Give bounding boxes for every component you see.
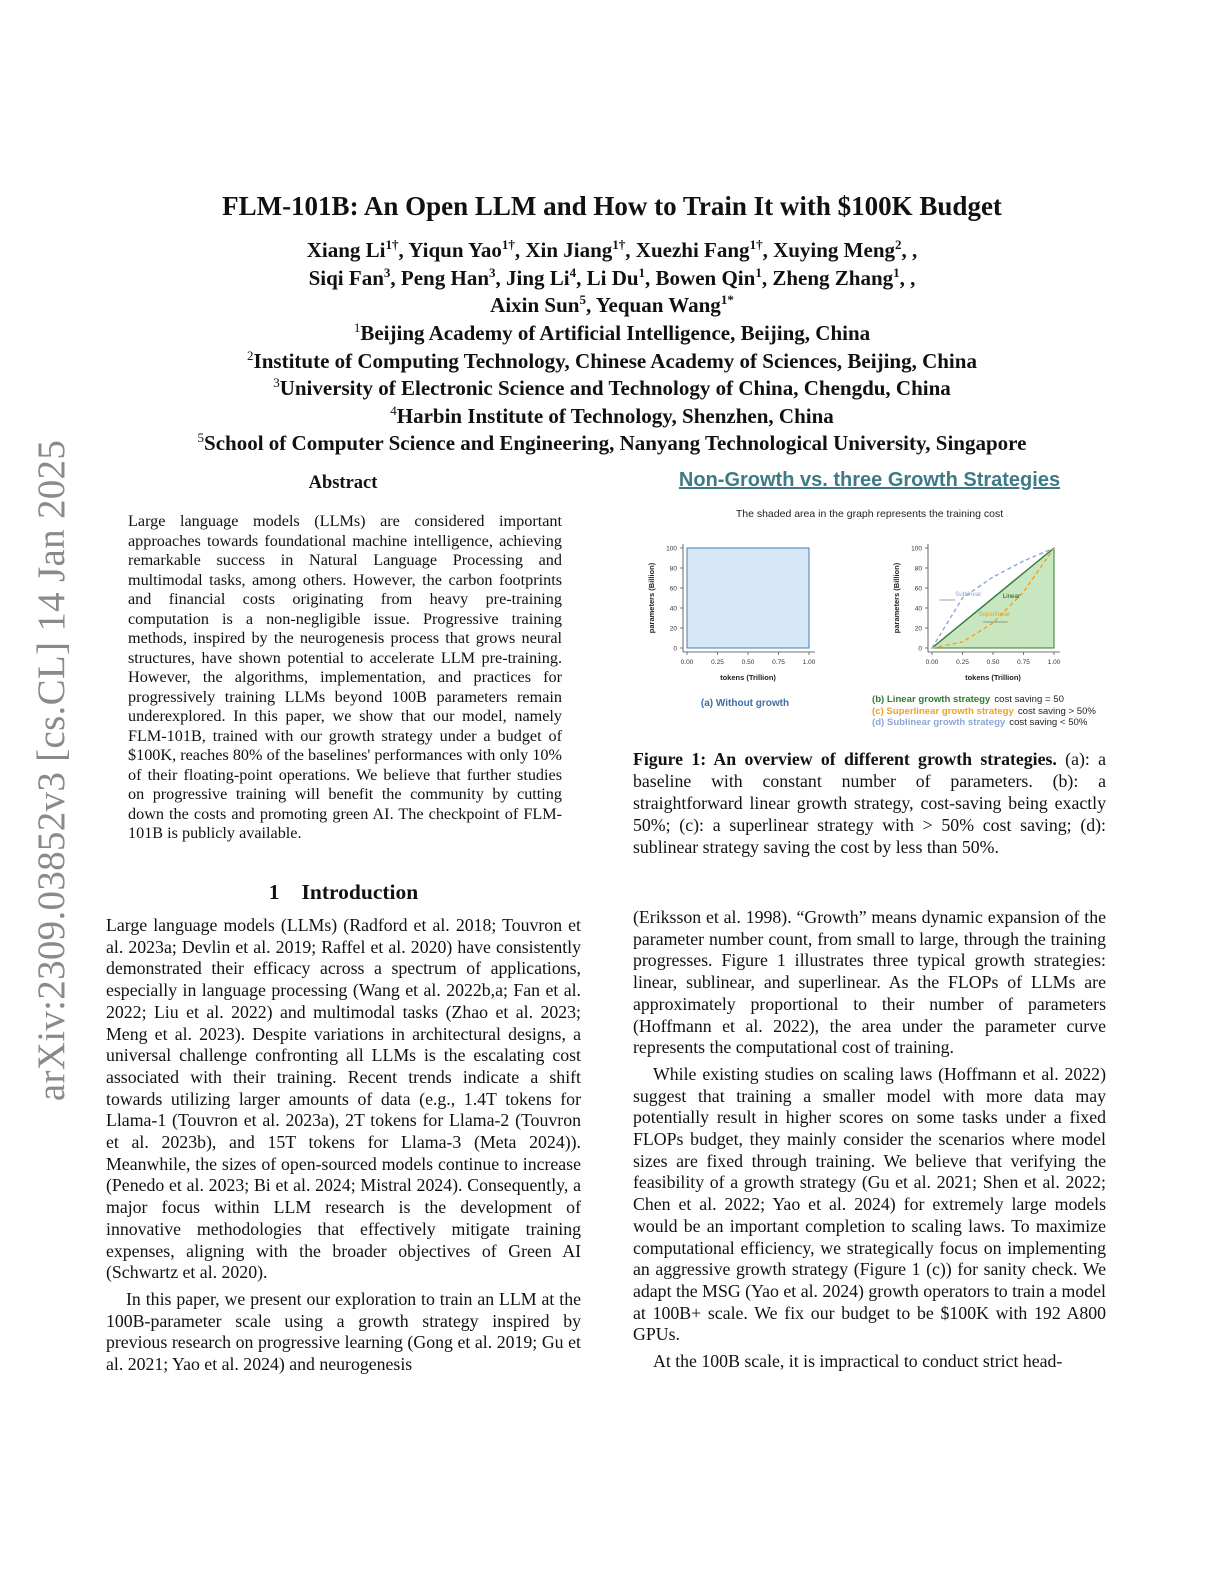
- author-affiliation-mark: 1: [893, 264, 900, 280]
- affiliation-number: 4: [390, 402, 397, 418]
- section-heading-introduction: [106, 880, 581, 905]
- author-affiliation-mark: 3: [489, 264, 496, 280]
- author-affiliation-mark: 2: [895, 237, 902, 252]
- x-tick-label: 1.00: [1047, 659, 1061, 666]
- y-tick-label: 0: [918, 645, 922, 653]
- abstract-heading: Abstract: [308, 473, 378, 493]
- affiliation-text: School of Computer Science and Engineering, Nanyang Technological University, Singapore: [204, 431, 1027, 455]
- figure-legend: [872, 694, 1096, 729]
- legend-entry: [872, 706, 1096, 718]
- y-tick-label: 40: [669, 605, 677, 613]
- x-tick-label: 0.25: [711, 659, 724, 666]
- section-number: 1: [268, 880, 280, 904]
- affiliation-line: [100, 348, 1124, 376]
- annotation-linear: Linear: [1002, 593, 1020, 600]
- author-affiliation-mark: 1†: [501, 237, 515, 252]
- panel-a-caption: (a) Without growth: [700, 698, 790, 709]
- x-tick-label: 0.25: [956, 659, 969, 666]
- arxiv-stamp-text: arXiv:2309.03852v3 [cs.CL] 14 Jan 2025: [30, 439, 74, 1101]
- y-tick-label: 20: [914, 625, 922, 633]
- affiliation-text: University of Electronic Science and Technology of China, Chengdu, China: [279, 376, 951, 400]
- author-name: Xuezhi Fang: [635, 238, 750, 262]
- figure-1-charts: [633, 530, 1106, 695]
- affiliation-line: [100, 430, 1124, 458]
- affiliation-text: Harbin Institute of Technology, Shenzhen, China: [396, 403, 834, 428]
- paragraph: While existing studies on scaling laws (Hoffmann et al. 2022) suggest that training a smaller model with more data may potentially result in higher scores on some tasks under a fixed FLOPs budget, they mainly consider the scenarios where model sizes are fixed through training. We believe that verifying the feasibility of a growth strategy (Gu et al. 2021; Shen et al. 2022; Chen et al. 2022; Yao et al. 2024) for extremely large models would be an important completion to scaling laws. To maximize computational efficiency, we strategically focus on implementing an aggressive growth strategy (Figure 1 (c)) for sanity check. We adapt the MSG (Yao et al. 2024) growth operators to train a model at 100B+ scale. We fix our budget to be $100K with 192 A800 GPUs.: [633, 1063, 1106, 1345]
- figure-title: Non-Growth vs. three Growth Strategies: [678, 469, 1061, 491]
- author-name: Xuying Meng: [773, 238, 895, 262]
- author-affiliation-mark: 4: [569, 264, 577, 280]
- author-affiliation-mark: 1†: [612, 237, 626, 252]
- legend-entry-name: (b) Linear growth strategy: [872, 694, 991, 705]
- author-line: Xiang $Li^{1\dagger}$, Yiqun Yao$^{1\dagger}$, Xin Jiang$^{1\dagger}$, Xuezhi Fang$^{1\dagger}$, Xuying Meng$^2$, ,: [306, 237, 918, 262]
- x-tick-label: 0.00: [925, 659, 939, 666]
- y-tick-label: 60: [914, 585, 922, 593]
- author-affiliation-mark: 1: [755, 264, 762, 280]
- x-tick-label: 0.75: [1017, 659, 1030, 666]
- arxiv-stamp: [28, 430, 76, 1110]
- legend-entry-note: cost saving > 50%: [1017, 705, 1096, 717]
- author-line: Aixin Sun$^5$, Yequan Wang$^{1*}$: [490, 292, 734, 317]
- affiliation-number: 1: [353, 320, 361, 335]
- author-affiliation-mark: 3: [383, 264, 391, 280]
- y-tick-label: 100: [666, 545, 677, 553]
- x-axis-label: tokens (Trillion): [720, 673, 776, 682]
- author-name: Xiang Li: [306, 238, 386, 262]
- y-tick-label: 0: [673, 645, 677, 653]
- affiliation-list: [100, 320, 1124, 458]
- x-tick-label: 0.75: [772, 659, 785, 666]
- legend-entry: [872, 717, 1096, 729]
- x-tick-label: 0.50: [986, 659, 1000, 666]
- y-axis-label: parameters (Billion): [647, 562, 656, 634]
- y-tick-label: 80: [914, 565, 922, 573]
- legend-entry-note: cost saving = 50: [994, 694, 1064, 705]
- author-name: Xin Jiang: [525, 238, 613, 262]
- paragraph: Large language models (LLMs) (Radford et al. 2018; Touvron et al. 2023a; Devlin et al. 2019; Raffel et al. 2020) have consistently demonstrated their efficacy across a spectrum of applications, especially in language processing (Wang et al. 2022b,a; Fan et al. 2022; Liu et al. 2022) and multimodal tasks (Zhao et al. 2023; Meng et al. 2023). Despite variations in architectural designs, a universal challenge confronting all LLMs is the escalating cost associated with their training. Recent trends indicate a shift towards utilizing larger amounts of data (e.g., 1.4T tokens for Llama-1 (Touvron et al. 2023a), 2T tokens for Llama-2 (Touvron et al. 2023b), and 15T tokens for Llama-3 (Meta 2024)). Meanwhile, the sizes of open-sourced models continue to increase (Penedo et al. 2023; Bi et al. 2024; Mistral 2024). Consequently, a major focus within LLM research is the development of innovative methodologies that effectively mitigate training expenses, aligning with the broader objectives of Green AI (Schwartz et al. 2020).: [106, 915, 581, 1283]
- author-name: Peng Han: [400, 265, 489, 290]
- affiliation-number: 5: [197, 430, 205, 445]
- author-name: Bowen Qin: [655, 265, 756, 290]
- x-tick-label: 0.00: [680, 659, 694, 666]
- x-axis-label: tokens (Trillion): [965, 673, 1021, 682]
- affiliation-line: [100, 320, 1124, 348]
- author-list: [100, 237, 1124, 320]
- x-tick-label: 0.50: [741, 659, 755, 666]
- figure-caption: [633, 748, 1106, 858]
- figure-subtitle: The shaded area in the graph represents the training cost: [735, 508, 1004, 520]
- author-name: Siqi Fan: [308, 265, 384, 290]
- x-tick-label: 1.00: [802, 659, 816, 666]
- paper-title: FLM-101B: An Open LLM and How to Train It with $100K Budget: [222, 191, 1002, 221]
- author-name: Yiqun Yao: [408, 238, 502, 262]
- affiliation-line: [100, 375, 1124, 403]
- paragraph: At the 100B scale, it is impractical to conduct strict head-: [653, 1351, 1063, 1372]
- training-cost-area: [687, 548, 809, 648]
- figure-caption-label: Figure 1: An overview of different growth strategies.: [633, 749, 1057, 769]
- paragraph: (Eriksson et al. 1998). “Growth” means dynamic expansion of the parameter number count, from small to large, through the training progresses. Figure 1 illustrates three typical growth strategies: linear, sublinear, and superlinear. As the FLOPs of LLMs are approximately proportional to their number of parameters (Hoffmann et al. 2022), the area under the parameter curve represents the computational cost of training.: [633, 907, 1106, 1058]
- y-tick-label: 60: [669, 585, 677, 593]
- author-affiliation-mark: 1*: [720, 292, 734, 307]
- author-name: Aixin Sun: [490, 293, 580, 317]
- legend-entry: [872, 694, 1096, 706]
- author-name: Jing Li: [506, 265, 570, 290]
- affiliation-number: 2: [247, 347, 254, 363]
- author-name: Yequan Wang: [595, 293, 721, 317]
- y-tick-label: 40: [914, 605, 922, 613]
- author-affiliation-mark: 1: [638, 264, 646, 280]
- author-name: Li Du: [586, 265, 639, 290]
- annotation-superlinear: Superlinear: [978, 611, 1011, 618]
- legend-entry-name: (d) Sublinear growth strategy: [872, 717, 1006, 728]
- author-line: Siqi Fan$^3$, Peng Han$^3$, Jing Li$^4$, Li Du$^1$, Bowen Qin$^1$, Zheng Zhang$^1$, ,: [308, 264, 916, 290]
- y-tick-label: 80: [669, 565, 677, 573]
- affiliation-text: Institute of Computing Technology, Chinese Academy of Sciences, Beijing, China: [253, 348, 977, 373]
- abstract-body: Large language models (LLMs) are considered important approaches towards foundational machine intelligence, achieving remarkable success in Natural Language Processing and multimodal tasks, among others. However, the carbon footprints and financial costs originating from heavy pre-training computation is a non-negligible issue. Progressive training methods, inspired by the neurogenesis process that grows neural structures, have shown potential to accelerate LLM pre-training. However, the algorithms, implementation, and practices for progressively training LLMs beyond 100B parameters remain underexplored. In this paper, we show that our model, namely FLM-101B, trained with our growth strategy under a budget of $100K, reaches 80% of the baselines' performances with only 10% of their floating-point operations. We believe that further studies on progressive training will benefit the community by cutting down the costs and promoting green AI. The checkpoint of FLM-101B is publicly available.: [128, 512, 562, 842]
- affiliation-text: Beijing Academy of Artificial Intelligence, Beijing, China: [360, 321, 871, 345]
- paragraph: In this paper, we present our exploration to train an LLM at the 100B-parameter scale using a growth strategy inspired by previous research on progressive learning (Gong et al. 2019; Gu et al. 2021; Yao et al. 2024) and neurogenesis: [106, 1288, 581, 1375]
- intro-right-column: [633, 907, 1106, 1373]
- annotation-sublinear: Sublinear: [955, 591, 982, 598]
- y-tick-label: 20: [669, 625, 677, 633]
- legend-entry-name: (c) Superlinear growth strategy: [872, 705, 1014, 717]
- affiliation-line: [100, 403, 1124, 431]
- author-affiliation-mark: 1†: [749, 237, 763, 252]
- author-affiliation-mark: 5: [579, 292, 586, 307]
- author-name: Zheng Zhang: [772, 265, 894, 290]
- figure-caption-text: (a): a baseline with constant number of parameters. (b): a straightforward linear growth strategy, cost-saving being exactly 50%; (c): a superlinear strategy with > 50% cost saving; (d): sublinear strategy saving the cost by less than 50%.: [633, 749, 1107, 857]
- legend-entry-note: cost saving < 50%: [1009, 717, 1088, 728]
- y-tick-label: 100: [911, 545, 922, 553]
- author-affiliation-mark: 1†: [385, 237, 399, 252]
- y-axis-label: parameters (Billion): [892, 562, 901, 634]
- section-title: Introduction: [301, 880, 419, 904]
- intro-left-column: [106, 915, 581, 1376]
- affiliation-number: 3: [273, 375, 280, 390]
